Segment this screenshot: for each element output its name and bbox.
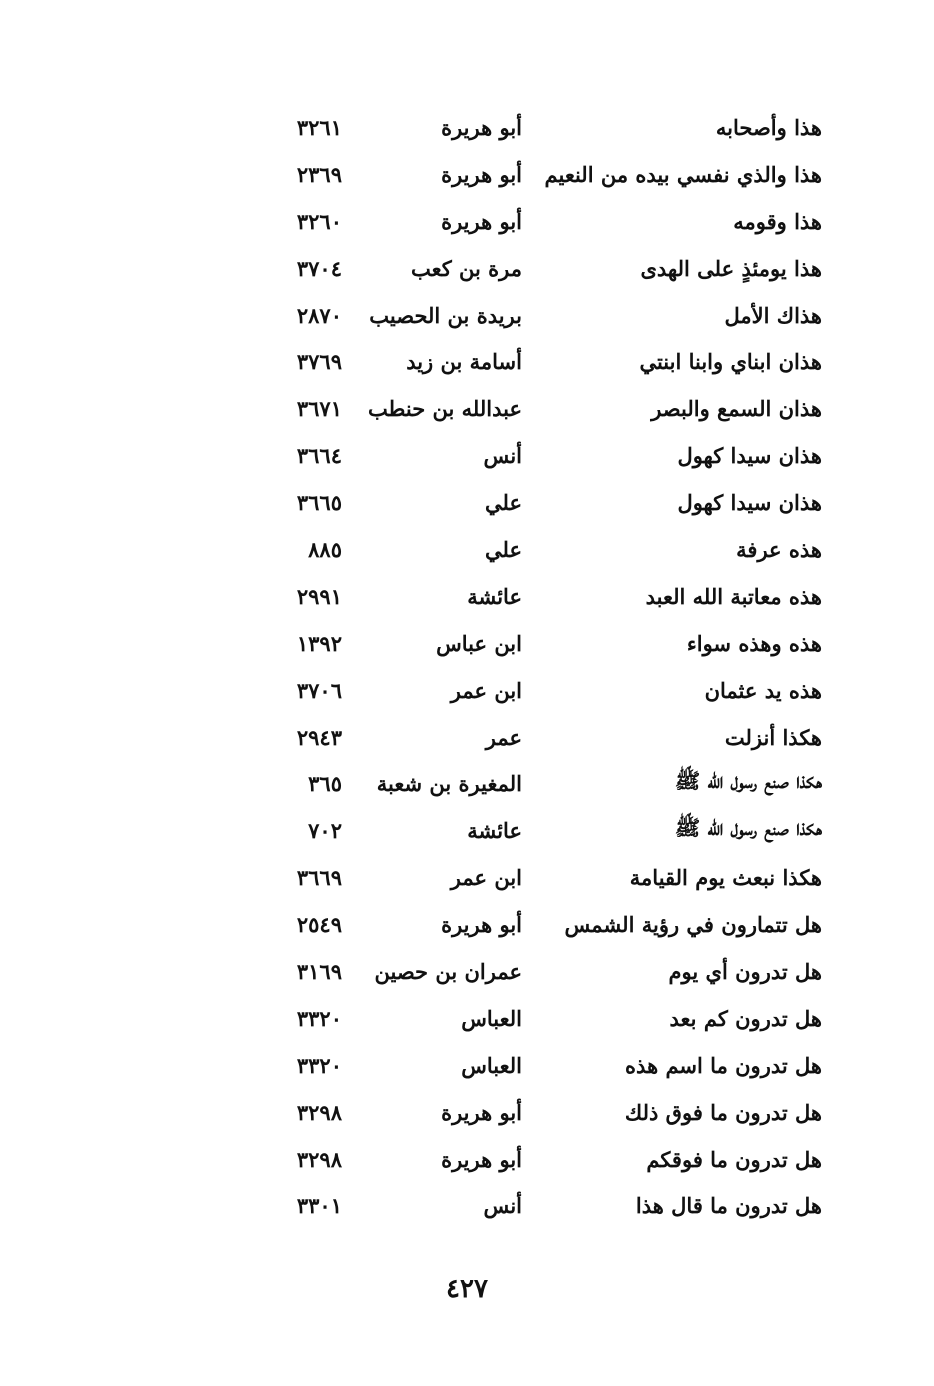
narrator-name: أبو هريرة: [441, 114, 522, 140]
hadith-phrase: هذا وقومه: [733, 208, 822, 234]
index-row: [180, 714, 830, 761]
hadith-number: ٣٣٢٠: [296, 1005, 342, 1031]
hadith-phrase: هل تدرون أي يوم: [668, 958, 822, 984]
hadith-number: ٣٧٠٦: [296, 677, 342, 703]
hadith-number: ٢٨٧٠: [296, 302, 342, 328]
hadith-number: ٣٣٢٠: [296, 1052, 342, 1078]
narrator-name: العباس: [461, 1052, 522, 1078]
index-row: [180, 1136, 830, 1183]
index-row: [180, 432, 830, 479]
hadith-number: ٣٣٠١: [296, 1193, 342, 1219]
hadith-phrase: هل تدرون ما فوق ذلك: [624, 1099, 822, 1125]
hadith-phrase: هكذا صنع رسول الله ﷺ: [674, 768, 822, 794]
hadith-phrase: هذان السمع والبصر: [651, 396, 822, 422]
hadith-number: ٢٩٩١: [296, 583, 342, 609]
index-row: [180, 995, 830, 1042]
hadith-phrase: هكذا صنع رسول الله ﷺ: [674, 815, 822, 841]
hadith-phrase: هل تدرون ما فوقكم: [646, 1146, 822, 1172]
index-row: [180, 385, 830, 432]
hadith-phrase: هكذا أنزلت: [724, 724, 822, 750]
hadith-number: ٨٨٥: [308, 536, 342, 562]
hadith-number: ٣٢٩٨: [296, 1146, 342, 1172]
index-row: [180, 760, 830, 807]
hadith-phrase: هذا والذي نفسي بيده من النعيم: [544, 161, 822, 187]
index-row: [180, 901, 830, 948]
hadith-phrase: هذه وهذه سواء: [686, 630, 822, 656]
hadith-phrase: هذان ابناي وابنا ابنتي: [639, 349, 822, 375]
hadith-phrase: هذان سيدا كهول: [677, 443, 822, 469]
hadith-phrase: هذا وأصحابه: [715, 114, 822, 140]
hadith-phrase: هل تدرون كم بعد: [669, 1005, 822, 1031]
hadith-number: ٣٦٦٩: [296, 865, 342, 891]
hadith-number: ٣٢٦١: [296, 114, 342, 140]
narrator-name: ابن عباس: [436, 630, 522, 656]
hadith-phrase: هذه معاتبة الله العبد: [645, 583, 822, 609]
hadith-phrase: هذه يد عثمان: [704, 677, 822, 703]
index-row: [180, 667, 830, 714]
index-row: [180, 1089, 830, 1136]
index-row: [180, 151, 830, 198]
index-row: [180, 338, 830, 385]
index-row: [180, 854, 830, 901]
narrator-name: العباس: [461, 1005, 522, 1031]
hadith-phrase: هذان سيدا كهول: [677, 490, 822, 516]
narrator-name: أبو هريرة: [441, 1146, 522, 1172]
narrator-name: عمر: [485, 724, 522, 750]
hadith-number: ٣٦٦٥: [296, 490, 342, 516]
hadith-phrase: هذه عرفة: [736, 536, 822, 562]
hadith-number: ٣١٦٩: [296, 958, 342, 984]
narrator-name: علي: [485, 490, 522, 516]
narrator-name: عبدالله بن حنطب: [368, 396, 522, 422]
hadith-phrase: هل تدرون ما قال هذا: [635, 1193, 822, 1219]
narrator-name: أبو هريرة: [441, 912, 522, 938]
hadith-number: ٢٣٦٩: [296, 161, 342, 187]
hadith-number: ٣٢٦٠: [296, 208, 342, 234]
index-row: [180, 1182, 830, 1229]
narrator-name: عمران بن حصين: [374, 958, 522, 984]
narrator-name: مرة بن كعب: [410, 255, 522, 281]
hadith-phrase: هكذا نبعث يوم القيامة: [629, 865, 822, 891]
hadith-number: ٣٧٠٤: [296, 255, 342, 281]
page-number: ٤٢٧: [446, 1274, 488, 1304]
hadith-phrase: هل تدرون ما اسم هذه: [625, 1052, 822, 1078]
index-row: [180, 292, 830, 339]
narrator-name: علي: [485, 536, 522, 562]
index-row: [180, 620, 830, 667]
narrator-name: أبو هريرة: [441, 161, 522, 187]
hadith-number: ٣٦٧١: [296, 396, 342, 422]
narrator-name: عائشة: [467, 583, 522, 609]
hadith-phrase: هذاك الأمل: [724, 302, 822, 328]
hadith-phrase: هل تتمارون في رؤية الشمس: [564, 912, 822, 938]
narrator-name: المغيرة بن شعبة: [376, 771, 522, 797]
narrator-name: بريدة بن الحصيب: [369, 302, 522, 328]
narrator-name: أسامة بن زيد: [406, 349, 522, 375]
narrator-name: ابن عمر: [450, 865, 522, 891]
hadith-number: ١٣٩٢: [296, 630, 342, 656]
index-row: [180, 1042, 830, 1089]
narrator-name: أبو هريرة: [441, 1099, 522, 1125]
index-row: [180, 807, 830, 854]
hadith-number: ٣٦٦٤: [296, 443, 342, 469]
hadith-phrase: هذا يومئذٍ على الهدى: [640, 255, 822, 281]
hadith-number: ٣٦٥: [308, 771, 342, 797]
hadith-number: ٢٩٤٣: [296, 724, 342, 750]
hadith-number: ٣٢٩٨: [296, 1099, 342, 1125]
index-row: [180, 245, 830, 292]
narrator-name: أبو هريرة: [441, 208, 522, 234]
index-row: [180, 104, 830, 151]
index-row: [180, 526, 830, 573]
hadith-number: ٧٠٢: [308, 818, 342, 844]
narrator-name: ابن عمر: [450, 677, 522, 703]
narrator-name: أنس: [483, 1193, 522, 1219]
index-row: [180, 198, 830, 245]
narrator-name: عائشة: [467, 818, 522, 844]
hadith-number: ٣٧٦٩: [296, 349, 342, 375]
hadith-number: ٢٥٤٩: [296, 912, 342, 938]
index-row: [180, 948, 830, 995]
index-row: [180, 573, 830, 620]
hadith-index-table: [180, 104, 830, 1229]
narrator-name: أنس: [483, 443, 522, 469]
index-row: [180, 479, 830, 526]
